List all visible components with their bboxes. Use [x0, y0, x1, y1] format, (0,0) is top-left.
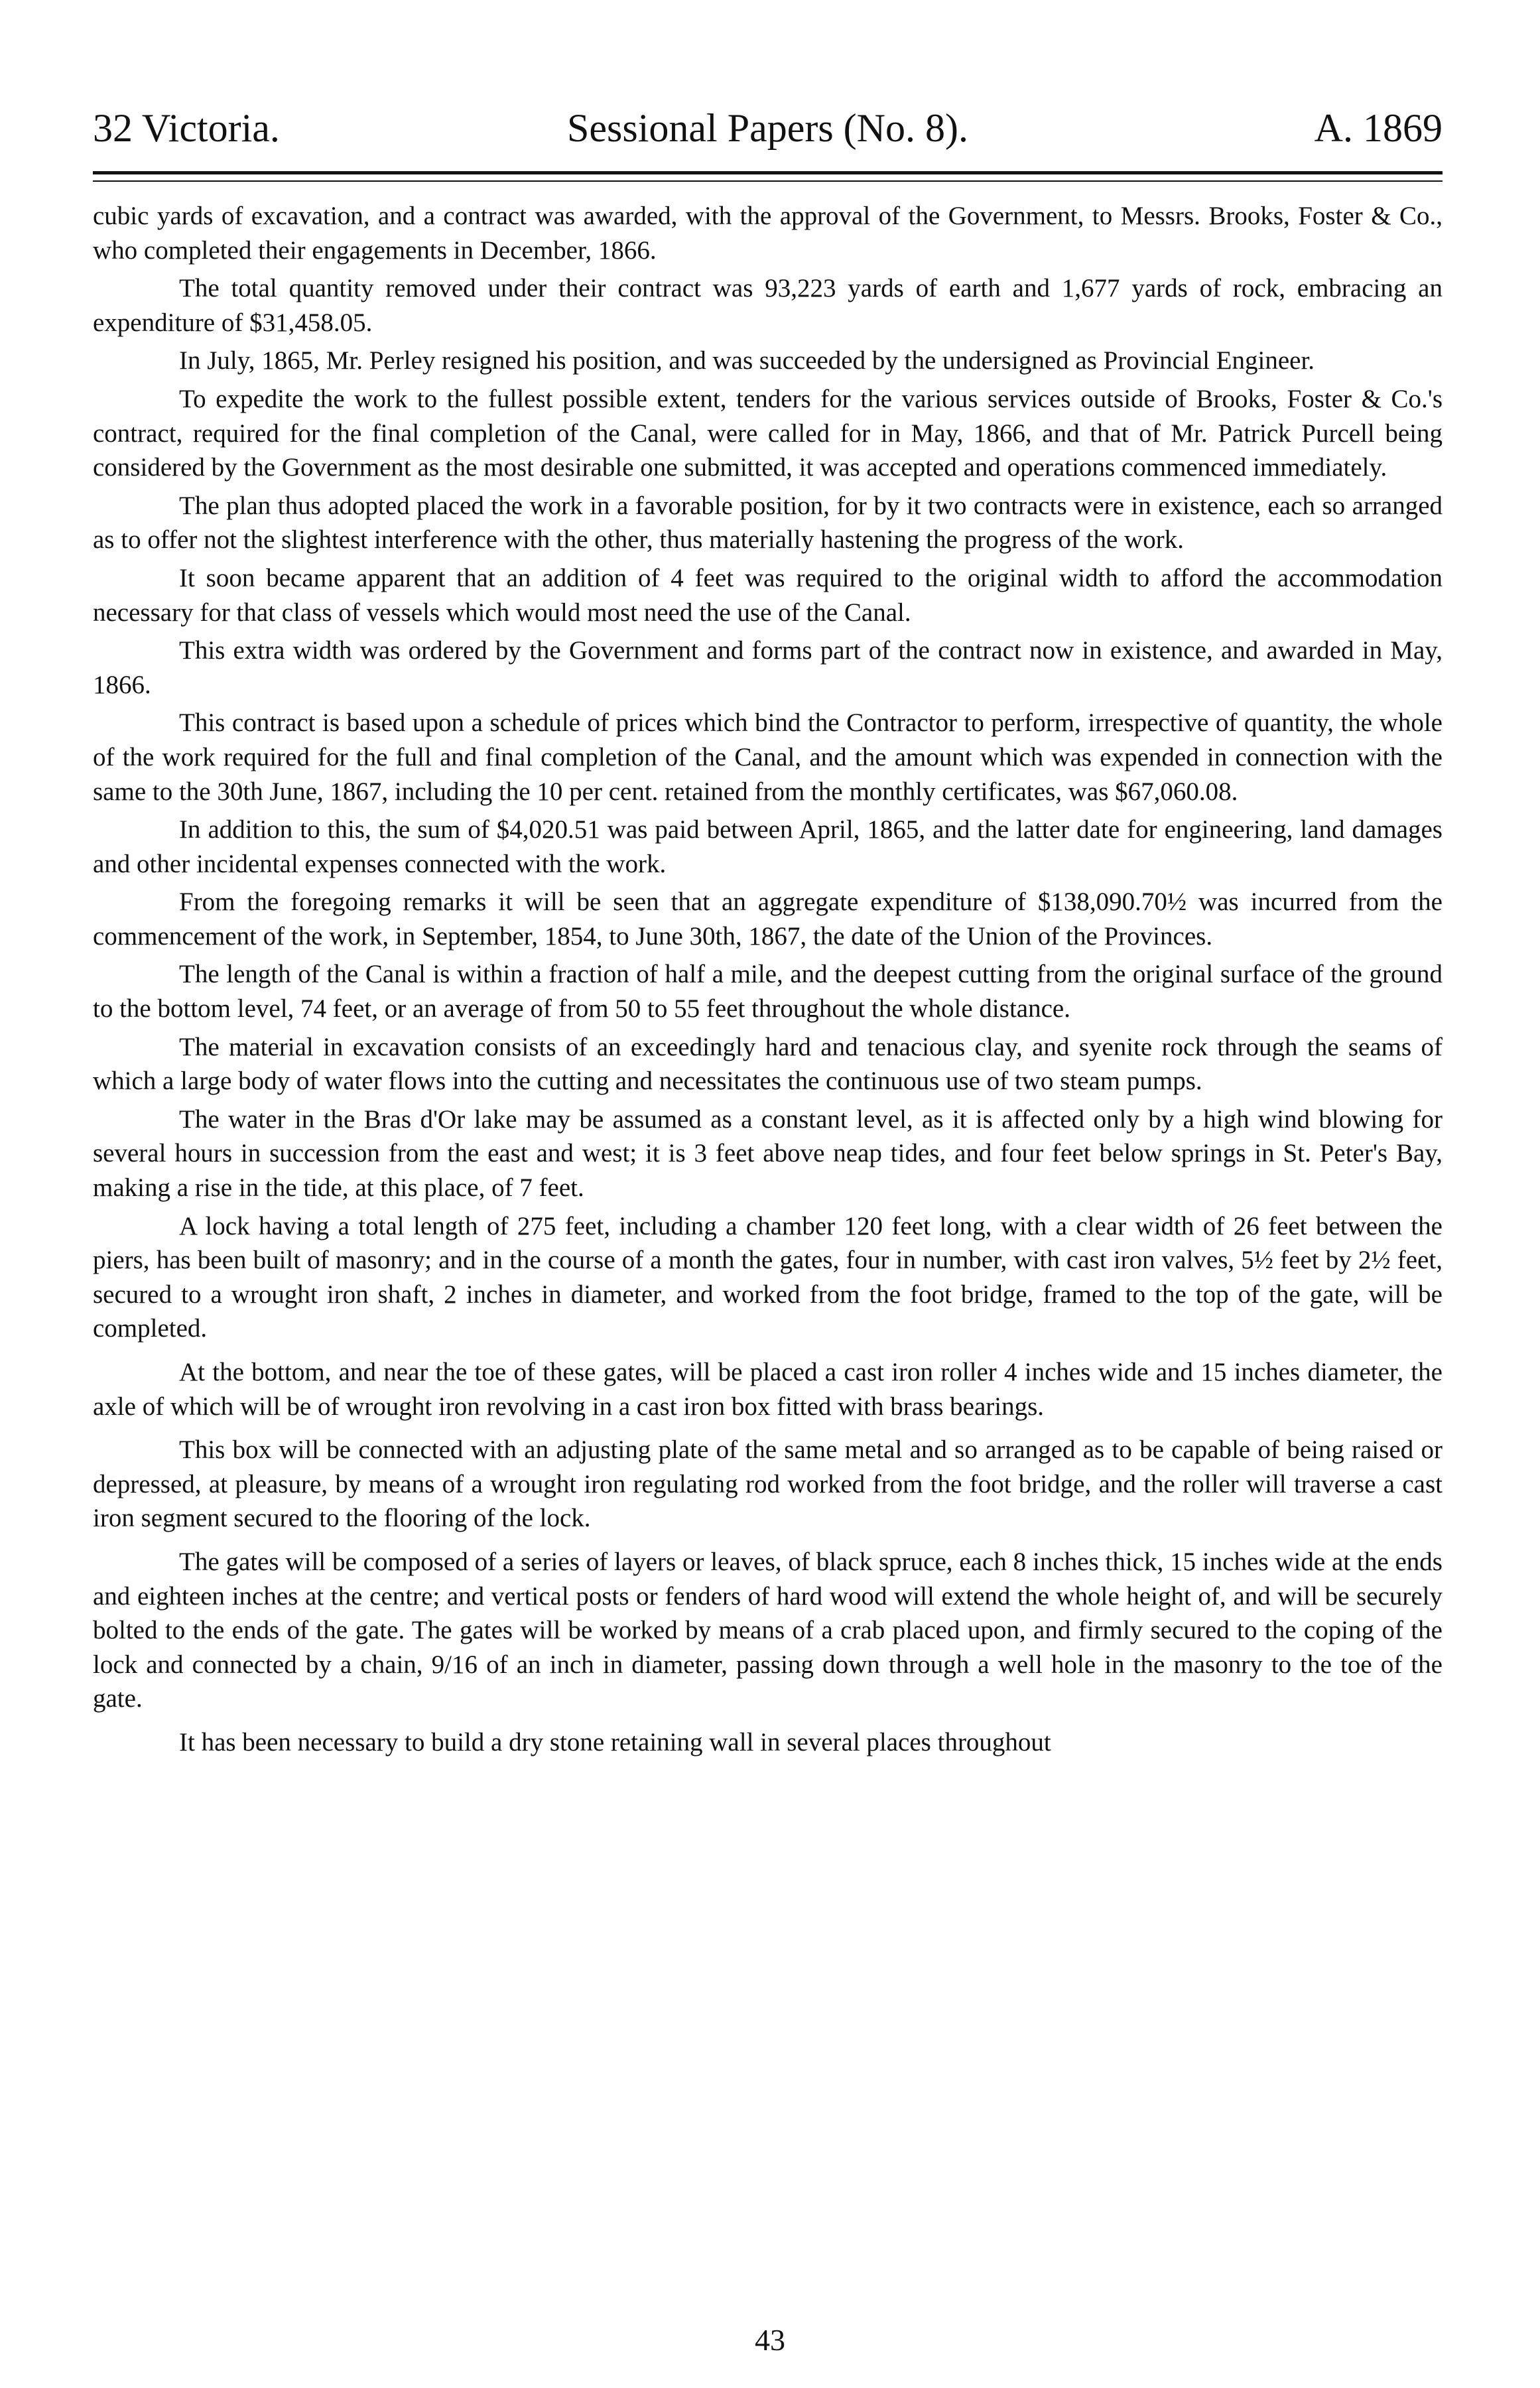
page-header — [93, 98, 1443, 158]
paragraph: In July, 1865, Mr. Perley resigned his position, and was succeeded by the undersigned as Provincial Engineer. — [179, 346, 1315, 375]
paragraph: The water in the Bras d'Or lake may be assumed as a constant level, as it is affected only by a high wind blowing for several hours in succession from the east and west; it is 3 feet above neap tides, and four feet below springs in St. Peter's Bay, making a rise in the tide, at this place, of 7 feet. — [93, 1104, 1443, 1203]
paragraph: At the bottom, and near the toe of these gates, will be placed a cast iron roller 4 inches wide and 15 inches diameter, the axle of which will be of wrought iron revolving in a cast iron box fitted with brass bearings. — [93, 1358, 1443, 1421]
paragraph: A lock having a total length of 275 feet, including a chamber 120 feet long, with a clear width of 26 feet between the piers, has been built of masonry; and in the course of a month the gates, four in number, with cast iron valves, 5½ feet by 2½ feet, secured to a wrought iron shaft, 2 inches in diameter, and worked from the foot bridge, framed to the top of the gate, will be completed. — [93, 1211, 1443, 1343]
paragraph: In addition to this, the sum of $4,020.51 was paid between April, 1865, and the latter date for engineering, land damages and other incidental expenses connected with the work. — [93, 815, 1443, 878]
paragraph: The length of the Canal is within a fraction of half a mile, and the deepest cutting from the original surface of the ground to the bottom level, 74 feet, or an average of from 50 to 55 feet throughout the whole distance. — [93, 960, 1443, 1024]
paragraph: This box will be connected with an adjusting plate of the same metal and so arranged as to be capable of being raised or depressed, at pleasure, by means of a wrought iron regulating rod worked from the foot bridge, and the roller will traverse a cast iron segment secured to the flooring of the lock. — [93, 1435, 1443, 1533]
header-session: 32 Victoria. — [93, 106, 280, 150]
paragraph: The gates will be composed of a series of layers or leaves, of black spruce, each 8 inches thick, 15 inches wide at the ends and eighteen inches at the centre; and vertical posts or fenders of hard wood will extend the whole height of, and will be securely bolted to the ends of the gate. The gates will be worked by means of a crab placed upon, and firmly secured to the coping of the lock and connected by a chain, 9/16 of an inch in diameter, passing down through a well hole in the masonry to the toe of the gate. — [93, 1547, 1443, 1713]
paragraph: It soon became apparent that an addition of 4 feet was required to the original width to afford the accommodation necessary for that class of vessels which would most need the use of the Canal. — [93, 563, 1443, 627]
report-body — [93, 199, 1443, 1764]
paragraph: From the foregoing remarks it will be seen that an aggregate expenditure of $138,090.70½ was incurred from the commencement of the work, in September, 1854, to June 30th, 1867, the date of the Union of the Provinces. — [93, 888, 1443, 951]
paragraph: This contract is based upon a schedule of prices which bind the Contractor to perform, irrespective of quantity, the whole of the work required for the full and final completion of the Canal, and the amount which was expended in connection with the same to the 30th June, 1867, including the 10 per cent. retained from the monthly certificates, was $67,060.08. — [93, 708, 1443, 806]
paragraph: This extra width was ordered by the Government and forms part of the contract now in existence, and awarded in May, 1866. — [93, 636, 1443, 699]
paragraph: The total quantity removed under their contract was 93,223 yards of earth and 1,677 yards of rock, embracing an expenditure of $31,458.05. — [93, 274, 1443, 337]
paragraph: cubic yards of excavation, and a contract was awarded, with the approval of the Government, to Messrs. Brooks, Foster & Co., who completed their engagements in December, 1866. — [93, 202, 1443, 265]
paragraph: The plan thus adopted placed the work in a favorable position, for by it two contracts were in existence, each so arranged as to offer not the slightest interference with the other, thus materially hastening the progress of the work. — [93, 491, 1443, 555]
header-year: A. 1869 — [1314, 106, 1443, 150]
paragraph: To expedite the work to the fullest possible extent, tenders for the various services outside of Brooks, Foster & Co.'s contract, required for the final completion of the Canal, were called for in May, 1866, and that of Mr. Patrick Purcell being considered by the Government as the most desirable one submitted, it was accepted and operations commenced immediately. — [93, 384, 1443, 482]
header-rule-thin — [93, 180, 1443, 182]
paragraph: It has been necessary to build a dry stone retaining wall in several places throughout — [179, 1727, 1051, 1757]
paragraph: The material in excavation consists of an exceedingly hard and tenacious clay, and syenite rock through the seams of which a large body of water flows into the cutting and necessitates the continuous use of two steam pumps. — [93, 1032, 1443, 1096]
header-title: Sessional Papers (No. 8). — [567, 106, 968, 150]
header-rule-thick — [93, 171, 1443, 174]
page-number: 43 — [755, 2323, 785, 2357]
